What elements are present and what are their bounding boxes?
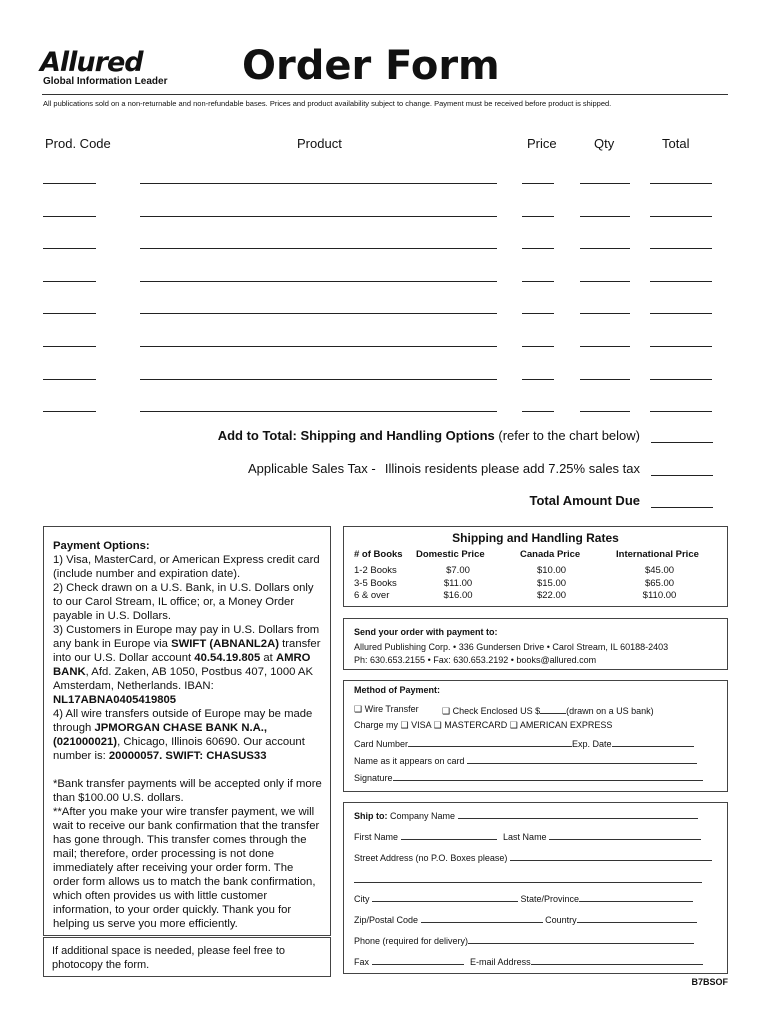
form-code: B7BSOF <box>691 977 728 987</box>
price-field[interactable] <box>522 379 554 380</box>
col-prod-code: Prod. Code <box>45 136 111 151</box>
product-field[interactable] <box>140 346 497 347</box>
total-field[interactable] <box>650 313 712 314</box>
qty-field[interactable] <box>580 379 630 380</box>
qty-field[interactable] <box>580 313 630 314</box>
logo-tagline: Global Information Leader <box>43 76 168 87</box>
rate-international: $45.00 <box>644 565 675 576</box>
sales-tax-label: Applicable Sales Tax - <box>248 461 376 476</box>
rate-books: 3-5 Books <box>354 577 397 589</box>
product-field[interactable] <box>140 411 497 412</box>
first-name-label: First Name <box>354 832 399 842</box>
product-field[interactable] <box>140 216 497 217</box>
rate-canada: $10.00 <box>536 565 567 576</box>
country-label: Country <box>545 915 577 925</box>
sales-tax-text: Illinois residents please add 7.25% sales tax <box>384 461 640 476</box>
payment-option-4: 4) All wire transfers outside of Europe may be made through JPMORGAN CHASE BANK N.A., (021000021), Chicago, Illinois 60690. Our account number is: 20000057. SWIFT: CHASUS33 <box>53 708 313 762</box>
mastercard-checkbox[interactable]: ❑ <box>433 720 442 730</box>
payment-options-title: Payment Options: <box>53 540 150 552</box>
phone-field[interactable] <box>468 934 694 944</box>
charge-my-label: Charge my <box>354 720 399 730</box>
rate-international: $110.00 <box>642 590 677 601</box>
street-label: Street Address (no P.O. Boxes please) <box>354 853 508 863</box>
shipping-rates-box <box>343 526 728 607</box>
wire-transfer-note: **After you make your wire transfer payment, we will wait to receive our bank confirmation that the transfer has gone through. This transfer comes through the mail; therefore, order processing is not done immediately after receiving your order form. The order form allows us to match the bank confirmation, which often provides us with little customer information, to your order quickly. Thank you for helping us serve you more efficiently. <box>53 806 320 930</box>
visa-checkbox[interactable]: ❑ <box>400 720 409 730</box>
product-field[interactable] <box>140 313 497 314</box>
price-field[interactable] <box>522 248 554 249</box>
ship-to-box <box>343 802 728 974</box>
check-enclosed-checkbox[interactable]: ❑ <box>442 706 451 716</box>
product-field[interactable] <box>140 183 497 184</box>
exp-date-label: Exp. Date <box>572 739 612 749</box>
send-to-title: Send your order with payment to: <box>354 627 498 637</box>
sales-tax-field[interactable] <box>651 475 713 476</box>
qty-field[interactable] <box>580 281 630 282</box>
amex-checkbox[interactable]: ❑ <box>509 720 518 730</box>
price-field[interactable] <box>522 313 554 314</box>
price-field[interactable] <box>522 183 554 184</box>
rate-books: 1-2 Books <box>354 565 397 576</box>
col-qty: Qty <box>594 136 615 151</box>
prod-code-field[interactable] <box>43 281 96 282</box>
qty-field[interactable] <box>580 248 630 249</box>
visa-label: VISA <box>411 720 432 730</box>
zip-label: Zip/Postal Code <box>354 915 419 925</box>
total-field[interactable] <box>650 183 712 184</box>
first-name-field[interactable] <box>401 830 497 840</box>
payment-option-1: 1) Visa, MasterCard, or American Express credit card (include number and expiration date). <box>53 554 320 580</box>
exp-date-field[interactable] <box>612 737 694 747</box>
fax-label: Fax <box>354 957 370 967</box>
state-field[interactable] <box>579 892 693 902</box>
prod-code-field[interactable] <box>43 379 96 380</box>
check-enclosed-label: Check Enclosed US $ <box>452 706 541 716</box>
phone-label: Phone (required for delivery) <box>354 936 469 946</box>
fax-field[interactable] <box>372 955 464 965</box>
photocopy-note: If additional space is needed, please feel free to photocopy the form. <box>43 937 331 977</box>
shipping-label: Add to Total: Shipping and Handling Options <box>217 428 495 443</box>
rate-canada: $22.00 <box>536 590 567 601</box>
rate-domestic: $7.00 <box>446 565 470 576</box>
prod-code-field[interactable] <box>43 411 96 412</box>
street-field-2[interactable] <box>354 873 702 883</box>
total-field[interactable] <box>650 216 712 217</box>
shipping-rates-title: Shipping and Handling Rates <box>452 531 619 545</box>
payment-option-2: 2) Check drawn on a U.S. Bank, in U.S. Dollars only to our Carol Stream, IL office; or, a Money Order payable in U.S. Dollars. <box>53 582 314 622</box>
street-field[interactable] <box>510 851 712 861</box>
prod-code-field[interactable] <box>43 248 96 249</box>
last-name-field[interactable] <box>549 830 701 840</box>
rate-international: $65.00 <box>644 577 675 589</box>
rates-header-international: International Price <box>616 549 699 560</box>
wire-transfer-checkbox[interactable]: ❑ <box>354 704 363 714</box>
price-field[interactable] <box>522 411 554 412</box>
prod-code-field[interactable] <box>43 216 96 217</box>
rates-header-canada: Canada Price <box>520 549 581 560</box>
product-field[interactable] <box>140 281 497 282</box>
allured-logo <box>40 47 168 90</box>
signature-label: Signature <box>354 773 393 783</box>
rates-header-books: # of Books <box>354 549 403 560</box>
col-product: Product <box>297 136 342 151</box>
name-on-card-field[interactable] <box>467 754 697 764</box>
total-field[interactable] <box>650 281 712 282</box>
company-label: Company Name <box>390 811 456 821</box>
prod-code-field[interactable] <box>43 346 96 347</box>
send-to-address: Allured Publishing Corp. • 336 Gundersen Drive • Carol Stream, IL 60188-2403 <box>354 642 669 652</box>
rate-domestic: $16.00 <box>443 590 473 601</box>
check-amount-field[interactable] <box>540 704 566 714</box>
country-field[interactable] <box>577 913 697 923</box>
card-number-label: Card Number <box>354 739 409 749</box>
rate-domestic: $11.00 <box>443 577 473 589</box>
qty-field[interactable] <box>580 346 630 347</box>
rate-books: 6 & over <box>354 590 390 601</box>
qty-field[interactable] <box>580 216 630 217</box>
col-price: Price <box>527 136 557 151</box>
disclaimer-text: All publications sold on a non-returnable and non-refundable bases. Prices and product availability subject to change. Payment must be received before product is shipped. <box>43 99 612 108</box>
shipping-line <box>218 428 640 443</box>
total-field[interactable] <box>650 248 712 249</box>
email-field[interactable] <box>531 955 703 965</box>
prod-code-field[interactable] <box>43 313 96 314</box>
send-to-contact: Ph: 630.653.2155 • Fax: 630.653.2192 • books@allured.com <box>354 655 597 665</box>
amex-label: AMERICAN EXPRESS <box>519 720 613 730</box>
total-due-label <box>530 493 641 508</box>
total-field[interactable] <box>650 411 712 412</box>
bank-transfer-note: *Bank transfer payments will be accepted only if more than $100.00 U.S. dollars. <box>53 778 322 804</box>
method-title: Method of Payment: <box>354 685 441 695</box>
header-divider <box>42 94 728 95</box>
last-name-label: Last Name <box>503 832 547 842</box>
method-of-payment-box <box>343 680 728 792</box>
company-field[interactable] <box>458 809 698 819</box>
payment-option-3: 3) Customers in Europe may pay in U.S. Dollars from any bank in Europe via SWIFT (ABNANL2A) transfer into our U.S. Dollar account 40.54.19.805 at AMRO BANK, Afd. Zaken, AB 1050, Postbus 407, 1000 AK Amsterdam, Netherlands. IBAN: NL17ABNA0405419805 <box>53 624 321 706</box>
rates-header-domestic: Domestic Price <box>416 549 485 560</box>
check-note: (drawn on a US bank) <box>566 706 654 716</box>
ship-to-title: Ship to: <box>354 811 388 821</box>
payment-options-box <box>43 526 331 936</box>
total-due-text: Total Amount Due <box>529 493 640 508</box>
qty-field[interactable] <box>580 183 630 184</box>
wire-transfer-label: Wire Transfer <box>364 704 419 714</box>
shipping-note: (refer to the chart below) <box>498 428 640 443</box>
total-field[interactable] <box>650 379 712 380</box>
zip-field[interactable] <box>421 913 543 923</box>
card-number-field[interactable] <box>408 737 572 747</box>
mastercard-label: MASTERCARD <box>444 720 508 730</box>
product-field[interactable] <box>140 248 497 249</box>
state-label: State/Province <box>520 894 580 904</box>
name-on-card-label: Name as it appears on card <box>354 756 465 766</box>
price-field[interactable] <box>522 281 554 282</box>
rate-canada: $15.00 <box>536 577 567 589</box>
email-label: E-mail Address <box>470 957 531 967</box>
shipping-amount-field[interactable] <box>651 442 713 443</box>
logo-wordmark: Allured <box>40 47 143 78</box>
total-due-field[interactable] <box>651 507 713 508</box>
prod-code-field[interactable] <box>43 183 96 184</box>
col-total: Total <box>662 136 690 151</box>
send-to-box <box>343 618 728 670</box>
signature-field[interactable] <box>393 771 703 781</box>
city-field[interactable] <box>372 892 518 902</box>
qty-field[interactable] <box>580 411 630 412</box>
price-field[interactable] <box>522 346 554 347</box>
price-field[interactable] <box>522 216 554 217</box>
page-title: Order Form <box>242 43 500 89</box>
city-label: City <box>354 894 370 904</box>
product-field[interactable] <box>140 379 497 380</box>
total-field[interactable] <box>650 346 712 347</box>
